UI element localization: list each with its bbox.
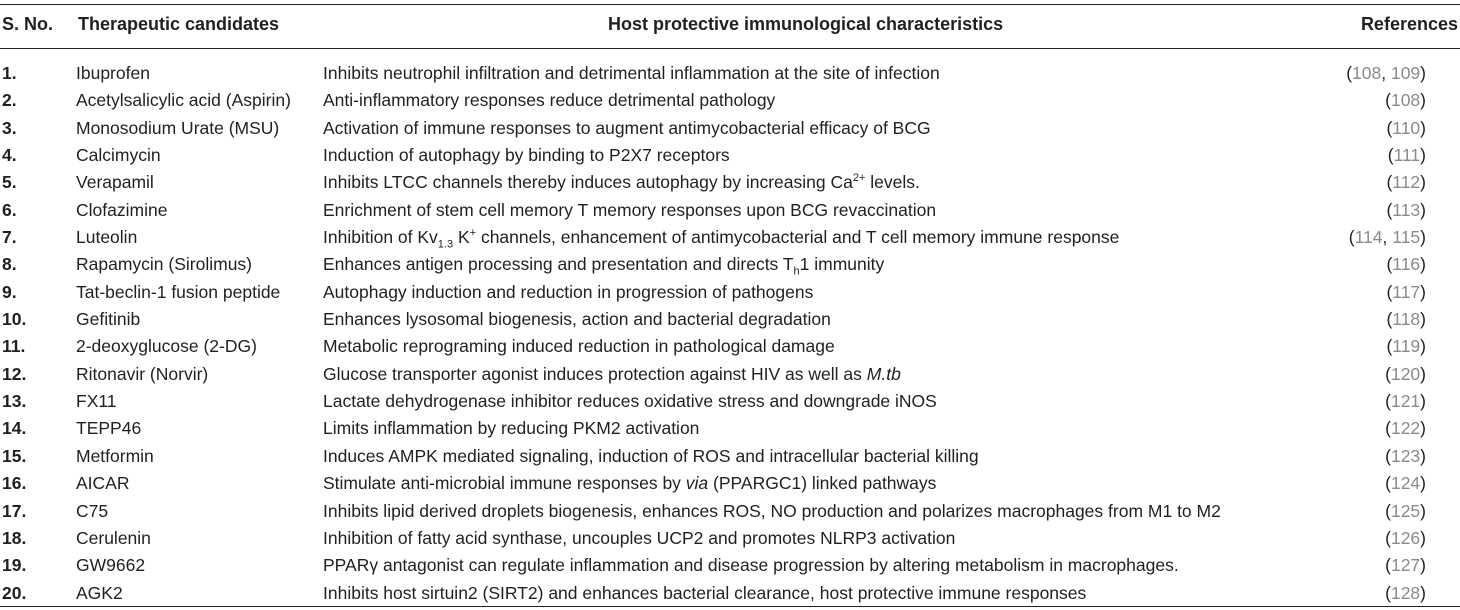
table-row [0,200,1460,227]
reference-link[interactable]: 119 [1392,336,1421,357]
candidate-name: Acetylsalicylic acid (Aspirin) [76,90,291,111]
table-row [0,364,1460,391]
row-number: 16. [2,473,27,494]
reference-link[interactable]: 113 [1392,199,1421,220]
row-number: 7. [2,227,17,248]
row-number: 12. [2,363,27,384]
reference-cell: (108, 109) [1346,63,1426,83]
row-number: 1. [2,63,17,83]
row-number: 9. [2,281,17,302]
row-number: 2. [2,90,17,111]
reference-link[interactable]: 126 [1390,527,1421,548]
table-row [0,446,1460,473]
reference-link[interactable]: 108 [1390,90,1421,111]
characteristic-text: Autophagy induction and reduction in progression of pathogens [323,281,814,302]
characteristic-text: Activation of immune responses to augment antimycobacterial efficacy of BCG [323,117,931,138]
candidate-name: C75 [76,500,109,521]
candidate-name: FX11 [76,391,117,412]
table-row [0,172,1460,199]
row-number: 20. [2,582,27,603]
characteristic-text: Inhibition of fatty acid synthase, uncouples UCP2 and promotes NLRP3 activation [323,527,956,548]
characteristic-text: Inhibits host sirtuin2 (SIRT2) and enhances bacterial clearance, host protective immune responses [323,582,1087,603]
header-candidates: Therapeutic candidates [78,14,280,34]
candidate-name: Metformin [76,445,154,466]
table-row [0,528,1460,555]
candidate-name: Monosodium Urate (MSU) [76,117,280,138]
row-number: 5. [2,172,17,193]
header-sno: S. No. [2,14,54,34]
characteristic-text: Enhances lysosomal biogenesis, action and bacterial degradation [323,309,831,330]
row-number: 8. [2,254,17,275]
candidate-name: Rapamycin (Sirolimus) [76,254,253,275]
candidate-name: TEPP46 [76,418,142,439]
reference-link[interactable]: 127 [1390,555,1421,576]
table-row [0,282,1460,309]
table-top-rule [0,4,1460,5]
reference-cell: (112) [1386,172,1426,193]
reference-link[interactable]: 123 [1390,445,1421,466]
row-number: 11. [2,336,26,357]
row-number: 18. [2,527,27,548]
reference-cell: (110) [1386,117,1426,138]
table-row [0,63,1460,90]
row-number: 15. [2,445,27,466]
table-row [0,227,1460,254]
table-row [0,309,1460,336]
reference-link[interactable]: 124 [1390,473,1421,494]
candidate-name: Clofazimine [76,199,168,220]
candidate-name: Gefitinib [76,309,141,330]
reference-cell: (126) [1385,527,1426,548]
characteristic-text: PPARγ antagonist can regulate inflammation and disease progression by altering metabolism in macrophages. [323,555,1179,576]
reference-link[interactable]: 108 [1352,63,1382,83]
characteristic-text: Induction of autophagy by binding to P2X7 receptors [323,145,730,166]
reference-link[interactable]: 120 [1390,363,1421,384]
reference-cell: (119) [1386,336,1426,357]
reference-link[interactable]: 111 [1393,145,1421,166]
characteristic-text: Limits inflammation by reducing PKM2 activation [323,418,700,439]
reference-cell: (121) [1385,391,1426,412]
candidate-name: Verapamil [76,172,154,193]
reference-link[interactable]: 125 [1390,500,1421,521]
reference-cell: (125) [1385,500,1426,521]
table-row [0,418,1460,445]
table-row [0,90,1460,117]
reference-link[interactable]: 115 [1392,227,1421,248]
candidate-name: AICAR [76,473,130,494]
reference-cell: (123) [1385,445,1426,466]
candidate-name: Calcimycin [76,145,161,166]
table-body [0,63,1460,610]
characteristic-text: Metabolic reprograming induced reduction in pathological damage [323,336,835,357]
reference-cell: (117) [1386,281,1426,302]
table-header-row [0,14,1460,40]
row-number: 3. [2,117,17,138]
reference-cell: (128) [1385,582,1426,603]
table-row [0,501,1460,528]
characteristic-text: Enrichment of stem cell memory T memory responses upon BCG revaccination [323,199,937,220]
candidate-name: Cerulenin [76,527,151,548]
reference-link[interactable]: 112 [1392,172,1421,193]
reference-cell: (118) [1386,309,1426,330]
table-row [0,254,1460,281]
reference-cell: (113) [1386,199,1426,220]
candidate-name: Tat-beclin-1 fusion peptide [76,281,281,302]
table-row [0,391,1460,418]
reference-link[interactable]: 122 [1390,418,1421,439]
reference-link[interactable]: 117 [1392,281,1421,302]
candidate-name: Ritonavir (Norvir) [76,363,209,384]
candidate-name: Luteolin [76,227,138,248]
row-number: 17. [2,500,27,521]
characteristic-text: Inhibits neutrophil infiltration and detrimental inflammation at the site of infection [323,63,940,83]
reference-cell: (114, 115) [1348,227,1426,248]
reference-cell: (122) [1385,418,1426,439]
reference-cell: (124) [1385,473,1426,494]
characteristic-text: Inhibition of $Kv_{1.3}$ K+ channels, enhancement of antimycobacterial and T cell memory immune response [323,227,1120,251]
row-number: 4. [2,145,17,166]
row-number: 13. [2,391,27,412]
candidate-name: AGK2 [76,582,123,603]
reference-link[interactable]: 128 [1390,582,1421,603]
header-references: References [1360,14,1458,34]
table-row [0,555,1460,582]
reference-link[interactable]: 116 [1392,254,1421,275]
reference-cell: (127) [1385,555,1426,576]
reference-cell: (116) [1386,254,1426,275]
characteristic-text: Enhances antigen processing and presentation and directs $T_h1$ immunity [323,254,885,278]
table-header-rule [0,48,1460,49]
table-bottom-rule [0,606,1460,607]
row-number: 14. [2,418,27,439]
reference-cell: (108) [1385,90,1426,111]
characteristic-text: Stimulate anti-microbial immune responses by via (PPARGC1) linked pathways [323,473,937,494]
table-row [0,118,1460,145]
candidate-name: Ibuprofen [76,63,150,83]
reference-link[interactable]: 109 [1390,63,1421,83]
row-number: 6. [2,199,17,220]
characteristic-text: Glucose transporter agonist induces protection against HIV as well as M.tb [323,363,901,384]
reference-link[interactable]: 110 [1392,117,1421,138]
characteristic-text: Inhibits LTCC channels thereby induces autophagy by increasing $Ca^{2+}$ levels. [323,172,920,193]
candidate-name: GW9662 [76,555,146,576]
row-number: 19. [2,555,27,576]
header-characteristics: Host protective immunological characteristics [608,14,1004,34]
characteristic-text: Inhibits lipid derived droplets biogenesis, enhances ROS, NO production and polarizes macrophages from M1 to M2 [323,500,1221,521]
characteristic-text: Induces AMPK mediated signaling, induction of ROS and intracellular bacterial killing [323,445,979,466]
table-row [0,336,1460,363]
characteristic-text: Anti-inflammatory responses reduce detrimental pathology [323,90,776,111]
reference-link[interactable]: 118 [1392,309,1421,330]
table-row [0,473,1460,500]
table-row [0,145,1460,172]
reference-cell: (111) [1387,145,1426,166]
characteristic-text: Lactate dehydrogenase inhibitor reduces oxidative stress and downgrade iNOS [323,391,937,412]
reference-link[interactable]: 121 [1390,391,1421,412]
reference-cell: (120) [1385,363,1426,384]
row-number: 10. [2,309,27,330]
reference-link[interactable]: 114 [1354,227,1383,248]
candidate-name: 2-deoxyglucose (2-DG) [76,336,257,357]
